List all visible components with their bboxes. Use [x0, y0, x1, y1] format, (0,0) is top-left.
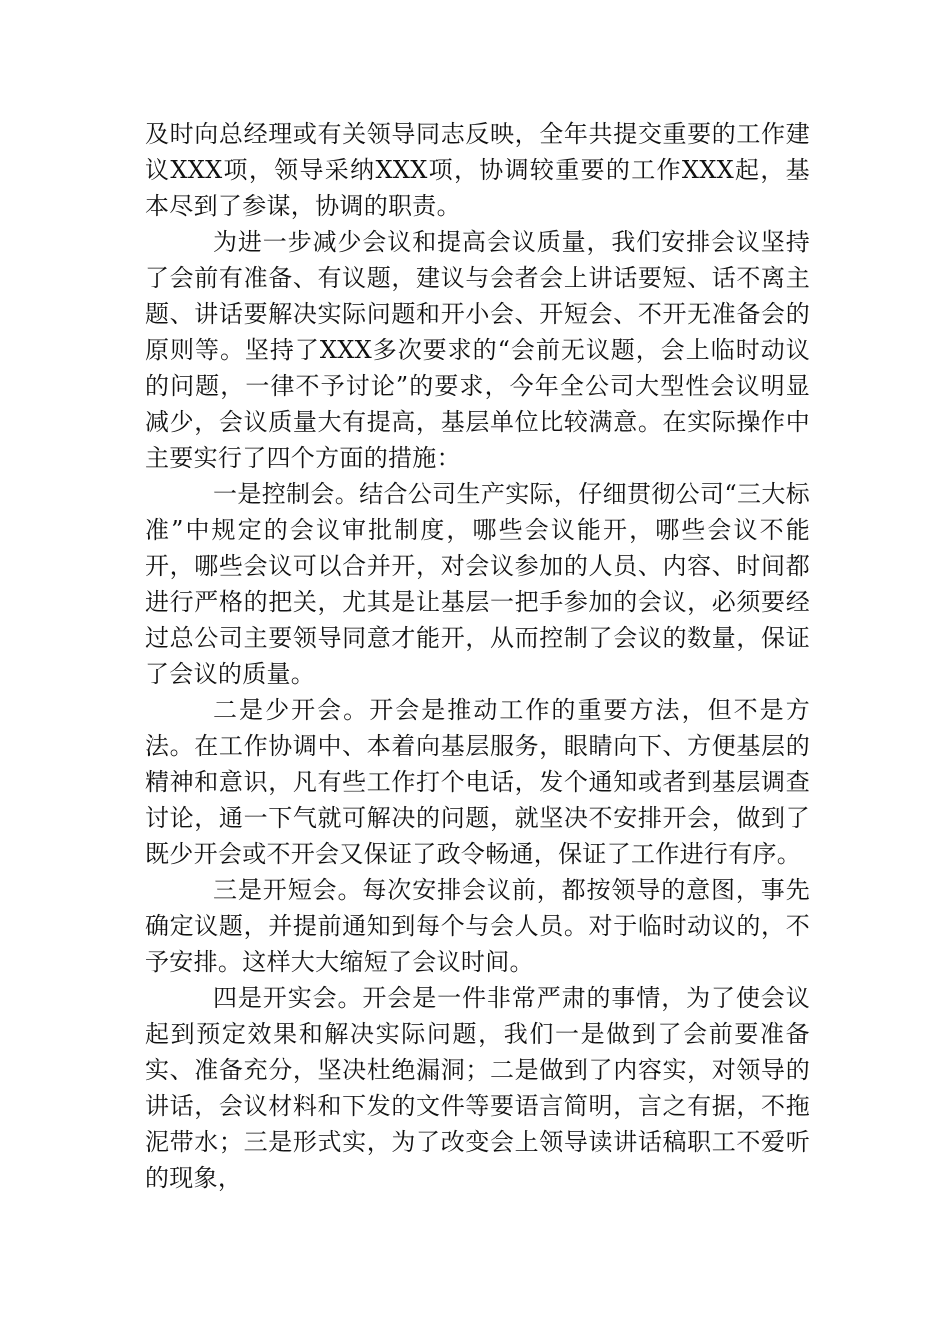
- paragraph-continuation: 及时向总经理或有关领导同志反映，全年共提交重要的工作建议XXX项，领导采纳XXX项，协调较重要的工作XXX起，基本尽到了参谋，协调的职责。: [145, 120, 810, 220]
- document-body: [145, 116, 810, 1196]
- paragraph-fewer-meetings: 二是少开会。开会是推动工作的重要方法，但不是方法。在工作协调中、本着向基层服务，眼睛向下、方便基层的精神和意识，凡有些工作打个电话，发个通知或者到基层调查讨论，通一下气就可解决的问题，就坚决不安排开会，做到了既少开会或不开会又保证了政令畅通，保证了工作进行有序。: [145, 696, 810, 868]
- paragraph-control-meetings: 一是控制会。结合公司生产实际，仔细贯彻公司“三大标准”中规定的会议审批制度，哪些会议能开，哪些会议不能开，哪些会议可以合并开，对会议参加的人员、内容、时间都进行严格的把关，尤其是让基层一把手参加的会议，必须要经过总公司主要领导同意才能开，从而控制了会议的数量，保证了会议的质量。: [145, 480, 810, 688]
- paragraph-meeting-quality: 为进一步减少会议和提高会议质量，我们安排会议坚持了会前有准备、有议题，建议与会者会上讲话要短、话不离主题、讲话要解决实际问题和开小会、开短会、不开无准备会的原则等。坚持了XXX多次要求的“会前无议题，会上临时动议的问题，一律不予讨论”的要求，今年全公司大型性会议明显减少，会议质量大有提高，基层单位比较满意。在实际操作中主要实行了四个方面的措施：: [145, 228, 810, 472]
- paragraph-practical-meetings: 四是开实会。开会是一件非常严肃的事情，为了使会议起到预定效果和解决实际问题，我们一是做到了会前要准备实、准备充分，坚决杜绝漏洞；二是做到了内容实，对领导的讲话，会议材料和下发的文件等要语言简明，言之有据，不拖泥带水；三是形式实，为了改变会上领导读讲话稿职工不爱听的现象，: [145, 984, 810, 1192]
- paragraph-short-meetings: 三是开短会。每次安排会议前，都按领导的意图，事先确定议题，并提前通知到每个与会人员。对于临时动议的，不予安排。这样大大缩短了会议时间。: [145, 876, 810, 976]
